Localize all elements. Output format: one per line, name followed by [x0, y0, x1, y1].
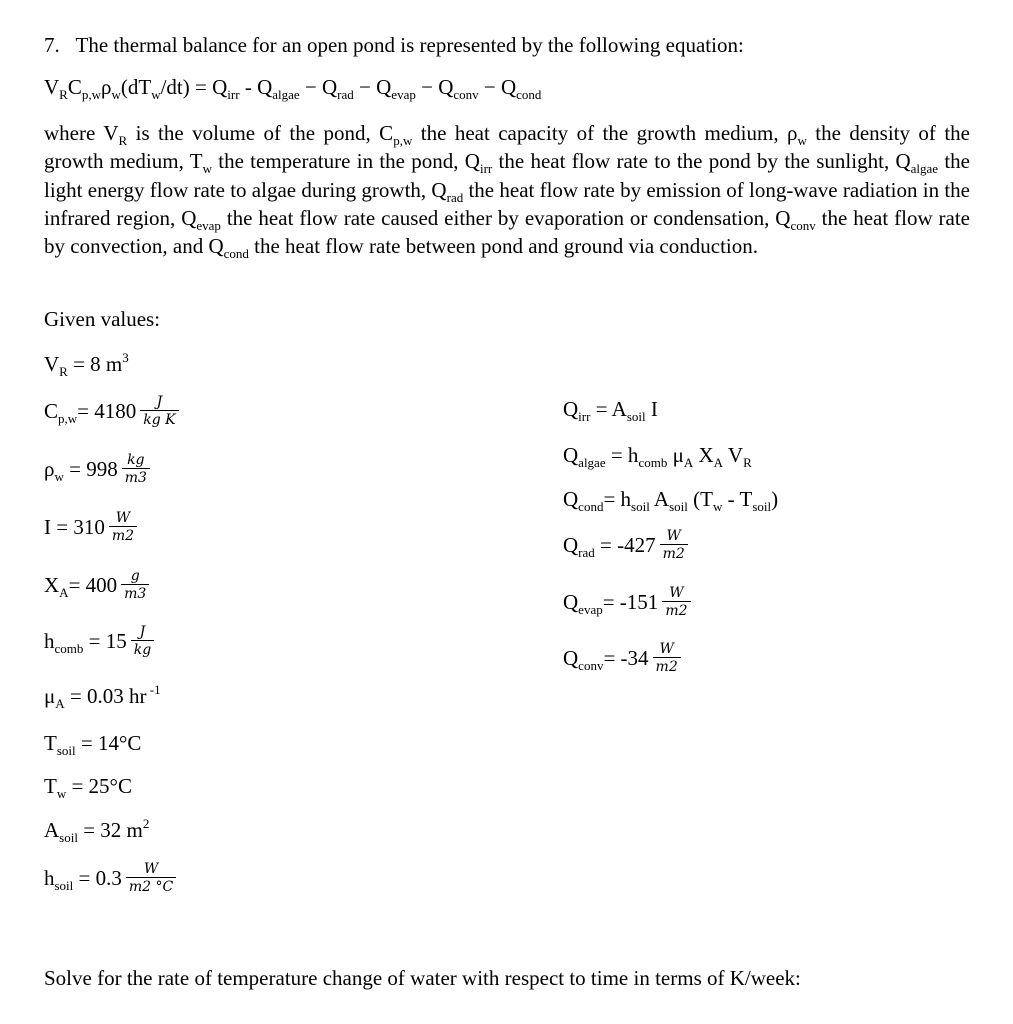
given-irradiance: I = 310 $\frac{W}{m2}$ — [44, 510, 137, 544]
rhow-unit-fraction: $\frac{kg}{m3}$ — [122, 452, 150, 486]
question-number: 7. — [44, 33, 60, 57]
given-asoil: $A_{soil} = 32$ $m^2$ — [44, 816, 150, 845]
hcomb-unit-fraction: $\frac{J}{kg}$ — [131, 624, 154, 658]
qrad-unit-fraction: $\frac{W}{m2}$ — [660, 528, 688, 562]
question-title — [44, 33, 744, 57]
given-qrad: $Q_{rad} = -427$ $\frac{W}{m2}$ — [563, 528, 688, 562]
qevap-unit-fraction: $\frac{W}{m2}$ — [662, 585, 690, 619]
solve-prompt: Solve for the rate of temperature change of water with respect to time in terms of K/week: — [44, 966, 801, 990]
description-paragraph: where $V_R$ is the volume of the pond, $C_{p,w}$ the heat capacity of the growth medium, $\rho_w$ the density of the growth medium, $T_w$ the temperature in the pond, $Q_{irr}$ the heat flow rate to the pond by the sunlight, $Q_{algae}$ the light energy flow rate to algae during growth, $Q_{rad}$ the heat flow rate by emission of long-wave radiation in the infrared region, $Q_{evap}$ the heat flow rate caused either by evaporation or condensation, $Q_{conv}$ the heat flow rate by convection, and $Q_{cond}$ the heat flow rate between pond and ground via conduction. — [44, 121, 971, 262]
question-text: The thermal balance for an open pond is represented by the following equation: — [75, 33, 744, 57]
cpw-unit-fraction: $\frac{J}{\text{kg K}}$ — [140, 394, 178, 428]
given-mua: $\mu_A = 0.03$ hr $^{-1}$ — [44, 682, 161, 711]
irr-unit-fraction: $\frac{W}{m2}$ — [109, 510, 137, 544]
given-qalgae: $Q_{algae} = h_{comb}$ $\mu_A$ $X_A$ $V_R$ — [563, 443, 752, 470]
given-xa: $X_A= 400$ $\frac{g}{m3}$ — [44, 568, 149, 602]
given-tw: $T_w = 25^\circ C$ — [44, 774, 132, 801]
xa-unit-fraction: $\frac{g}{m3}$ — [121, 568, 149, 602]
qconv-unit-fraction: $\frac{W}{m2}$ — [653, 641, 681, 675]
given-hsoil: $h_{soil} = 0.3$ $\frac{W}{m2 ^\circ C}$ — [44, 861, 176, 895]
given-qevap: $Q_{evap}= -151$ $\frac{W}{m2}$ — [563, 585, 691, 619]
given-cpw: $C_{p,w}= 4180$ $\frac{J}{\text{kg K}}$ — [44, 394, 179, 428]
given-tsoil: $T_{soil} = 14^\circ C$ — [44, 731, 142, 758]
given-hcomb: $h_{comb} = 15$ $\frac{J}{kg}$ — [44, 624, 154, 658]
balance-equation: $V_RC_{p,w}\rho_w(dT_w/dt) = Q_{irr} - Q_{algae} - Q_{rad} - Q_{evap} - Q_{conv} - Q_{cond}$ — [44, 75, 542, 102]
given-rhow: $\rho_w = 998$ $\frac{kg}{m3}$ — [44, 452, 150, 486]
given-qirr: $Q_{irr} = A_{soil}$ I — [563, 397, 658, 424]
hsoil-unit-fraction: $\frac{W}{m2 ^\circ C}$ — [126, 861, 176, 895]
given-values-heading: Given values: — [44, 307, 161, 331]
given-qcond: $Q_{cond}= h_{soil}$ $A_{soil}$ $(T_w - T_{soil})$ — [563, 487, 779, 514]
given-qconv: $Q_{conv}= -34$ $\frac{W}{m2}$ — [563, 641, 681, 675]
given-vr: $V_R = 8$ $m^3$ — [44, 350, 129, 379]
